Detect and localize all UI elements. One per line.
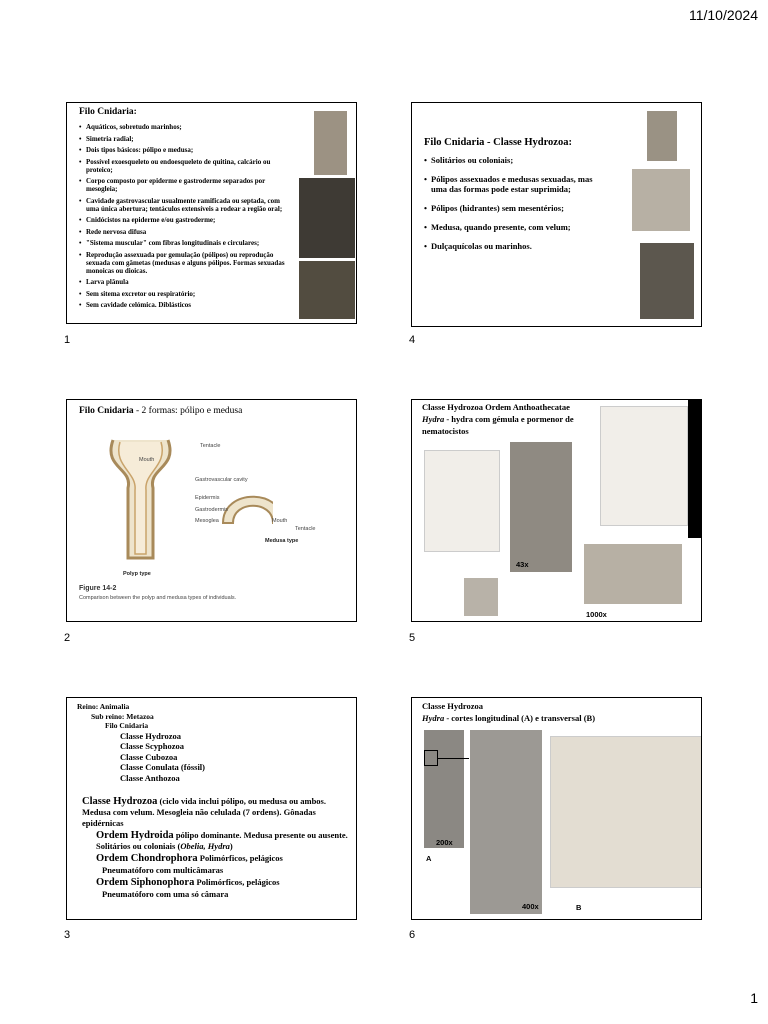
- taxonomy-class: Classe Scyphozoa: [120, 741, 184, 751]
- bullet: • Cavidade gastrovascular usualmente ramificada ou septada, com uma única abertura; tentáculos extensíveis a rodear a região oral;: [79, 197, 294, 213]
- label-mesoglea: Mesoglea: [195, 518, 219, 524]
- section-label-b: B: [576, 903, 582, 912]
- bullet: • Aquáticos, sobretudo marinhos;: [79, 123, 294, 131]
- label-medusa-tentacle: Tentacle: [295, 526, 316, 532]
- bullet: • Simetria radial;: [79, 135, 294, 143]
- magnification-label: 1000x: [586, 610, 607, 619]
- label-epidermis: Epidermis: [195, 495, 220, 501]
- class-description: [82, 796, 352, 901]
- bullet: • "Sistema muscular" com fibras longitudinais e circulares;: [79, 239, 294, 247]
- bullet: • Cnidócistos na epiderme e/ou gastroderme;: [79, 216, 294, 224]
- slide-4: [411, 102, 702, 327]
- slide-6: [411, 697, 702, 920]
- medusa-photo: [299, 178, 355, 258]
- tissue-diagram: [550, 736, 702, 888]
- polyp-medusa-diagram: [73, 428, 273, 568]
- slide-title: Filo Cnidaria - 2 formas: pólipo e medusa: [79, 406, 243, 416]
- bullet: • Dulçaquícolas ou marinhos.: [424, 241, 604, 251]
- slide-title: Classe Hydrozoa Ordem Anthoathecatae Hydra - hydra com gémula e pormenor de nematocistos: [422, 402, 574, 436]
- siphonophora-paragraph: Ordem Siphonophora Polimórficos, pelágicos: [96, 877, 280, 888]
- taxonomy-class: Classe Hydrozoa: [120, 730, 181, 741]
- zoom-box: [424, 750, 438, 766]
- bullet-list: [79, 123, 294, 313]
- slide-number: 3: [64, 929, 71, 941]
- page-number: 1: [750, 990, 758, 1006]
- nematocyst-diagram: [600, 406, 688, 526]
- figure-caption: Comparison between the polyp and medusa types of individuals.: [79, 595, 237, 601]
- print-date: 11/10/2024: [688, 7, 758, 23]
- slide-title: Classe Hydrozoa Hydra - cortes longitudinal (A) e transversal (B): [422, 701, 596, 723]
- magnification-label: 200x: [436, 838, 453, 847]
- bullet-list: [424, 155, 604, 260]
- bullet: • Reprodução assexuada por gemulação (pólipos) ou reprodução sexuada com gâmetas (medusas e alguns pólipos. Formas sexuadas monoicas ou dioicas.: [79, 251, 294, 275]
- slide-3: [66, 697, 357, 920]
- label-mouth: Mouth: [139, 457, 155, 463]
- slide-5: [411, 399, 702, 622]
- magnification-label: 43x: [516, 560, 529, 569]
- slide-title: Filo Cnidaria - Classe Hydrozoa:: [424, 137, 572, 148]
- longitudinal-section-photo: [424, 730, 464, 848]
- nematocyst-photo: [584, 544, 682, 604]
- bullet: • Sem sitema excretor ou respiratório;: [79, 290, 294, 298]
- bullet: • Medusa, quando presente, com velum;: [424, 222, 604, 232]
- hydra-photo: [314, 111, 347, 175]
- label-medusa-type: Medusa type: [265, 538, 299, 544]
- slide-number: 1: [64, 334, 71, 346]
- transverse-section-photo: [470, 730, 542, 914]
- bullet: • Rede nervosa difusa: [79, 228, 294, 236]
- taxonomy-class: Classe Anthozoa: [120, 772, 180, 783]
- gemule-photo: [464, 578, 498, 616]
- label-gastrovascular-cavity: Gastrovascular cavity: [195, 477, 248, 483]
- taxonomy-phylum: Filo Cnidaria: [105, 721, 149, 730]
- label-medusa-mouth: Mouth: [272, 518, 288, 524]
- hydrozoa-paragraph: Classe Hydrozoa (ciclo vida inclui pólipo, ou medusa ou ambos. Medusa com velum. Mesogleia não celulada (7 ordens). Gônadas epidérnicas: [82, 796, 326, 828]
- colony-photo: [299, 261, 355, 319]
- bullet: • Larva plânula: [79, 278, 294, 286]
- hydroida-paragraph: Ordem Hydroida pólipo dominante. Medusa presente ou ausente. Solitários ou coloniais (Obelia, Hydra): [96, 830, 348, 851]
- hydroid-colony-photo: [632, 169, 690, 231]
- chondrophora-detail: Pneumatóforo com multicâmaras: [102, 865, 224, 875]
- medusa-photo: [640, 243, 694, 319]
- slide-number: 6: [409, 929, 416, 941]
- hydra-photo: [647, 111, 677, 161]
- slide-1: [66, 102, 357, 324]
- figure-title: Figure 14-2: [79, 585, 117, 592]
- siphonophora-detail: Pneumatóforo com uma só câmara: [102, 889, 229, 899]
- bullet: • Possível exoesqueleto ou endoesqueleto de quitina, calcário ou proteico;: [79, 158, 294, 174]
- hydra-photo: [510, 442, 572, 572]
- slide-title: Filo Cnidaria:: [79, 107, 137, 117]
- bullet: • Solitários ou coloniais;: [424, 155, 604, 165]
- zoom-arrow: [437, 758, 469, 759]
- label-tentacle: Tentacle: [200, 443, 221, 449]
- slide-number: 2: [64, 632, 71, 644]
- taxonomy-class: Classe Cubozoa: [120, 751, 178, 762]
- chondrophora-paragraph: Ordem Chondrophora Polimórficos, pelágicos: [96, 853, 283, 864]
- label-polyp-type: Polyp type: [123, 571, 151, 577]
- taxonomy-class: Classe Conulata (fóssil): [120, 762, 206, 772]
- bullet: • Pólipos assexuados e medusas sexuadas, mas uma das formas pode estar suprimida;: [424, 174, 604, 194]
- slide-number: 5: [409, 632, 416, 644]
- taxonomy-list: [77, 702, 205, 783]
- bullet: • Corpo composto por epiderme e gastroderme separados por mesogleia;: [79, 177, 294, 193]
- label-gastrodermis: Gastrodermis: [195, 507, 229, 513]
- taxonomy-kingdom: Reino: Animalia: [77, 702, 130, 711]
- bullet: • Pólipos (hidrantes) sem mesentérios;: [424, 203, 604, 213]
- slide-2: [66, 399, 357, 622]
- bullet: • Dois tipos básicos: pólipo e medusa;: [79, 146, 294, 154]
- taxonomy-subkingdom: Sub reino: Metazoa: [91, 711, 154, 721]
- slide-number: 4: [409, 334, 416, 346]
- section-label-a: A: [426, 854, 432, 863]
- bullet: • Sem cavidade celómica. Diblásticos: [79, 301, 294, 309]
- magnification-label: 400x: [522, 902, 539, 911]
- dark-edge: [688, 400, 702, 538]
- hydra-diagram: [424, 450, 500, 552]
